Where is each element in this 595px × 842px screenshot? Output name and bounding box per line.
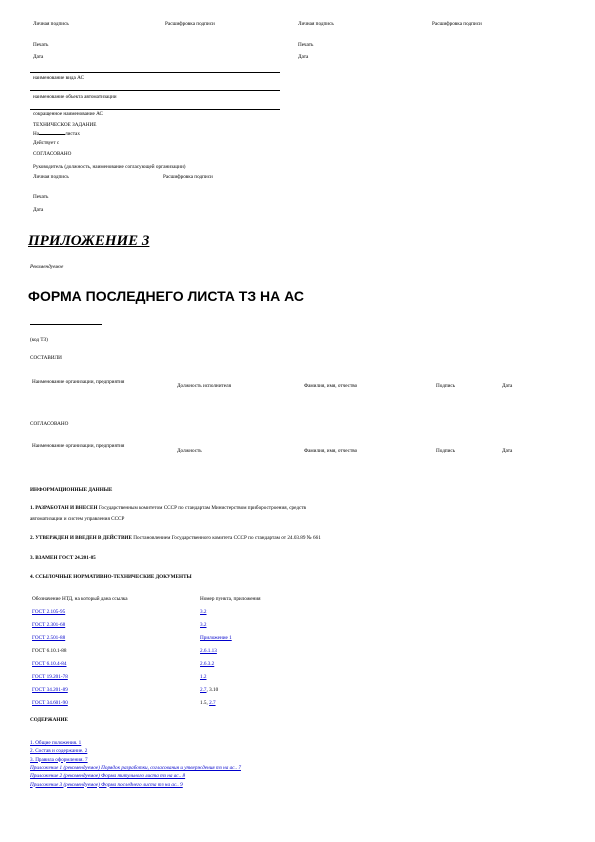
ref-clause-part-1[interactable]: 3.2 <box>200 609 207 615</box>
agreed-col-date: Дата <box>502 448 513 454</box>
ref-clause-part-1[interactable]: Приложение 1 <box>200 635 232 641</box>
ref-doc: ГОСТ 6.10.1-88 <box>32 648 67 654</box>
composed-col-signature: Подпись <box>436 383 456 389</box>
ref-doc[interactable]: ГОСТ 2.301-68 <box>32 622 66 628</box>
info-heading: ИНФОРМАЦИОННЫЕ ДАННЫЕ <box>30 487 113 493</box>
agreed-heading: СОГЛАСОВАНО <box>30 421 69 427</box>
refs-col-clause: Номер пункта, приложения <box>200 596 261 602</box>
decryption-label-bottom: Расшифровка подписи <box>163 174 213 180</box>
appendix-title: ПРИЛОЖЕНИЕ 3 <box>28 233 150 249</box>
contents-item[interactable]: 3. Правила оформления. 7 <box>30 756 88 763</box>
ref-clause <box>200 701 216 706</box>
info-item-4: 4. ССЫЛОЧНЫЕ НОРМАТИВНО-ТЕХНИЧЕСКИЕ ДОКУМЕНТЫ <box>30 574 192 580</box>
seal-label-right: Печать <box>298 42 314 48</box>
agreed-col-position: Должность <box>177 448 202 454</box>
rule-short-name <box>30 109 280 110</box>
ref-clause-part-1[interactable]: 2.6.1.13 <box>200 648 217 654</box>
signature-label-left: Личная подпись <box>33 21 69 27</box>
ref-clause <box>200 636 232 641</box>
ref-clause <box>200 649 217 654</box>
ref-clause <box>200 623 206 628</box>
short-name-label: сокращенное наименование АС <box>33 111 104 117</box>
valid-from: Действует с <box>33 140 60 146</box>
composed-col-org: Наименование организации, предприятия <box>32 379 125 385</box>
signature-label-bottom: Личная подпись <box>33 174 69 180</box>
info-item-1: 1. РАЗРАБОТАН И ВНЕСЕН Государственным комитетом СССР по стандартам Министерством приборостроения, средств <box>30 505 306 511</box>
agreed-col-name: Фамилия, имя, отчество <box>304 448 358 454</box>
info-item-1-cont: автоматизации и систем управления СССР <box>30 516 125 522</box>
info-item-3: 3. ВЗАМЕН ГОСТ 24.201-85 <box>30 555 96 561</box>
ref-clause-part-1[interactable]: 2.7 <box>200 687 207 693</box>
composed-heading: СОСТАВИЛИ <box>30 355 62 361</box>
ac-type-label: наименование вида АС <box>33 75 85 81</box>
ref-clause <box>200 662 214 667</box>
ref-doc[interactable]: ГОСТ 2.501-88 <box>32 635 66 641</box>
ref-clause-part-1[interactable]: 2.6.3.2 <box>200 661 215 667</box>
recommended-label: Рекомендуемое <box>30 264 64 270</box>
decryption-label-right: Расшифровка подписи <box>432 21 482 27</box>
date-label-right: Дата <box>298 54 309 60</box>
ref-clause <box>200 610 206 615</box>
head-line: Руководитель (должность, наименование согласующей организации) <box>33 164 186 170</box>
ref-doc[interactable]: ГОСТ 19.201-78 <box>32 674 68 680</box>
date-label-bottom: Дата <box>33 207 44 213</box>
tz-title: ТЕХНИЧЕСКОЕ ЗАДАНИЕ <box>33 122 97 128</box>
contents-item[interactable]: 1. Общие положения. 1 <box>30 740 82 746</box>
ref-doc[interactable]: ГОСТ 2.105-95 <box>32 609 66 615</box>
info-item-2: 2. УТВЕРЖДЕН И ВВЕДЕН В ДЕЙСТВИЕ Постановлением Государственного комитета СССР по стандартам от 24.03.89 № 661 <box>30 535 321 541</box>
ref-doc[interactable]: ГОСТ 34.201-89 <box>32 687 68 693</box>
composed-col-position: Должность исполнителя <box>177 383 232 389</box>
signature-label-right: Личная подпись <box>298 21 334 27</box>
composed-col-name: Фамилия, имя, отчество <box>304 383 358 389</box>
contents-item[interactable]: Приложение 1 (рекомендуемое) Порядок разработки, согласования и утверждения тз на ас.. 7 <box>30 764 241 771</box>
ref-clause-part-1: 1.5, <box>200 700 210 706</box>
ref-clause <box>200 675 206 680</box>
refs-col-doc: Обозначение НТД, на который дана ссылка <box>32 596 128 602</box>
contents-item[interactable]: Приложение 3 (рекомендуемое) Форма последнего листа тз на ас.. 9 <box>30 781 183 788</box>
composed-col-date: Дата <box>502 383 513 389</box>
seal-label-left: Печать <box>33 42 49 48</box>
sheets-line: На листах <box>33 131 80 137</box>
agreed-col-signature: Подпись <box>436 448 456 454</box>
agreed-col-org: Наименование организации, предприятия <box>32 443 125 449</box>
date-label-left: Дата <box>33 54 44 60</box>
seal-label-bottom: Печать <box>33 194 49 200</box>
ref-doc[interactable]: ГОСТ 6.10.4-84 <box>32 661 67 667</box>
code-rule <box>30 324 102 325</box>
decryption-label-left: Расшифровка подписи <box>165 21 215 27</box>
ref-doc[interactable]: ГОСТ 34.601-90 <box>32 700 68 706</box>
ref-clause-part-2[interactable]: 2.7 <box>209 700 216 706</box>
rule-object <box>30 90 280 91</box>
ref-clause <box>200 688 218 693</box>
contents-item[interactable]: 2. Состав и содержание. 2 <box>30 748 88 755</box>
contents-item[interactable]: Приложение 2 (рекомендуемое) Форма титульного листа тз на ас.. 8 <box>30 773 186 780</box>
contents-heading: СОДЕРЖАНИЕ <box>30 717 68 723</box>
ref-clause-part-1[interactable]: 3.2 <box>200 622 207 628</box>
form-title: ФОРМА ПОСЛЕДНЕГО ЛИСТА ТЗ НА АС <box>28 288 304 304</box>
ref-clause-part-2: , 3.10 <box>206 687 219 693</box>
ref-clause-part-1[interactable]: 1.2 <box>200 674 207 680</box>
code-label: (код ТЗ) <box>30 337 48 343</box>
object-label: наименование объекта автоматизации <box>33 94 117 100</box>
rule-ac-type <box>30 72 280 73</box>
agreed-label: СОГЛАСОВАНО <box>33 151 72 157</box>
